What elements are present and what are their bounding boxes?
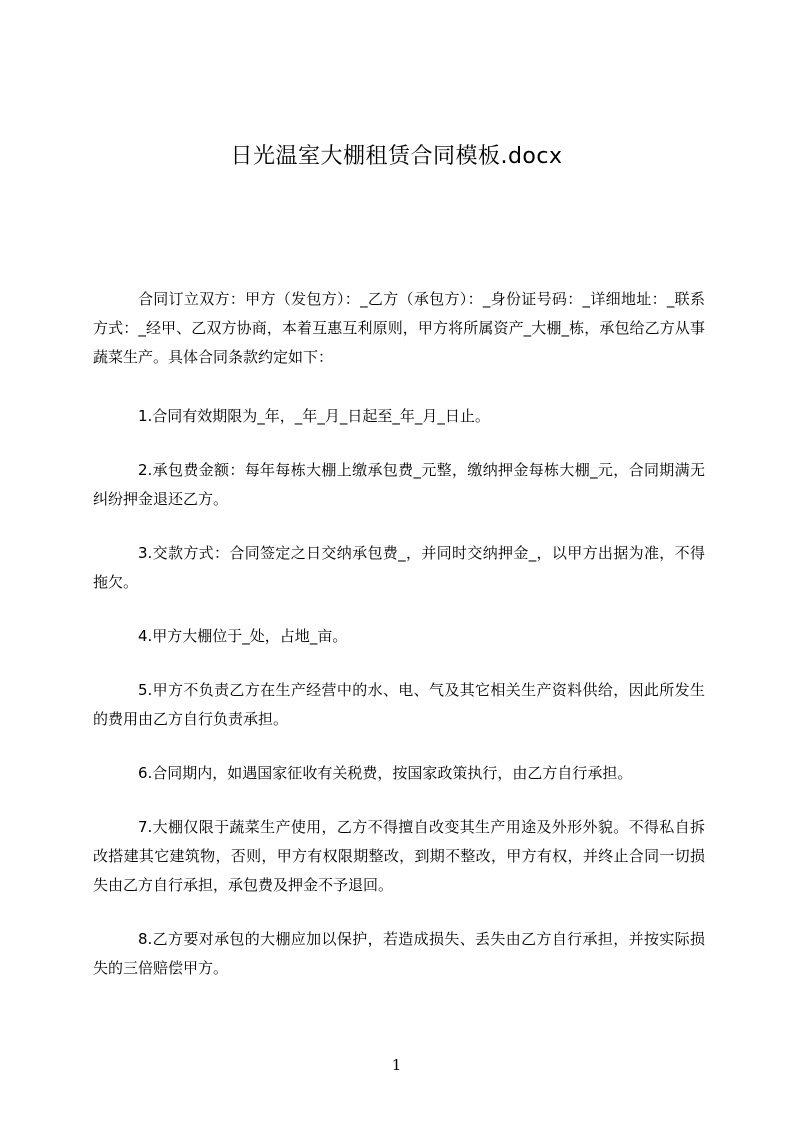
- clause-6-taxes: 6.合同期内，如遇国家征收有关税费，按国家政策执行，由乙方自行承担。: [138, 764, 633, 782]
- clause-5-utilities: 5.甲方不负责乙方在生产经营中的水、电、气及其它相关生产资料供给，因此所发生的费用由乙方自行负责承担。: [93, 681, 705, 728]
- clause-7-usage: 7.大棚仅限于蔬菜生产使用，乙方不得擅自改变其生产用途及外形外貌。不得私自拆改搭建其它建筑物，否则，甲方有权限期整改，到期不整改，甲方有权，并终止合同一切损失由乙方自行承担，承包费及押金不予退回。: [93, 818, 705, 894]
- clause-4-location: 4.甲方大棚位于_处，占地_亩。: [138, 627, 348, 645]
- clause-3-payment: 3.交款方式：合同签定之日交纳承包费_，并同时交纳押金_，以甲方出据为准，不得拖欠。: [93, 544, 705, 591]
- paragraph-parties: 合同订立双方：甲方（发包方）：_乙方（承包方）：_身份证号码：_详细地址：_联系方式：_经甲、乙双方协商，本着互惠互利原则，甲方将所属资产_大棚_栋，承包给乙方从事蔬菜生产。具体合同条款约定如下：: [93, 290, 705, 366]
- clause-2-fee: 2.承包费金额：每年每栋大棚上缴承包费_元整，缴纳押金每栋大棚_元，合同期满无纠纷押金退还乙方。: [93, 461, 705, 508]
- document-body: [93, 285, 705, 1008]
- page-number: 1: [391, 1056, 402, 1074]
- clause-8-protection: 8.乙方要对承包的大棚应加以保护，若造成损失、丢失由乙方自行承担，并按实际损失的三倍赔偿甲方。: [93, 930, 705, 977]
- clause-1-term: 1.合同有效期限为_年，_年_月_日起至_年_月_日止。: [138, 407, 490, 425]
- document-title: 日光温室大棚租赁合同模板.docx: [230, 144, 563, 169]
